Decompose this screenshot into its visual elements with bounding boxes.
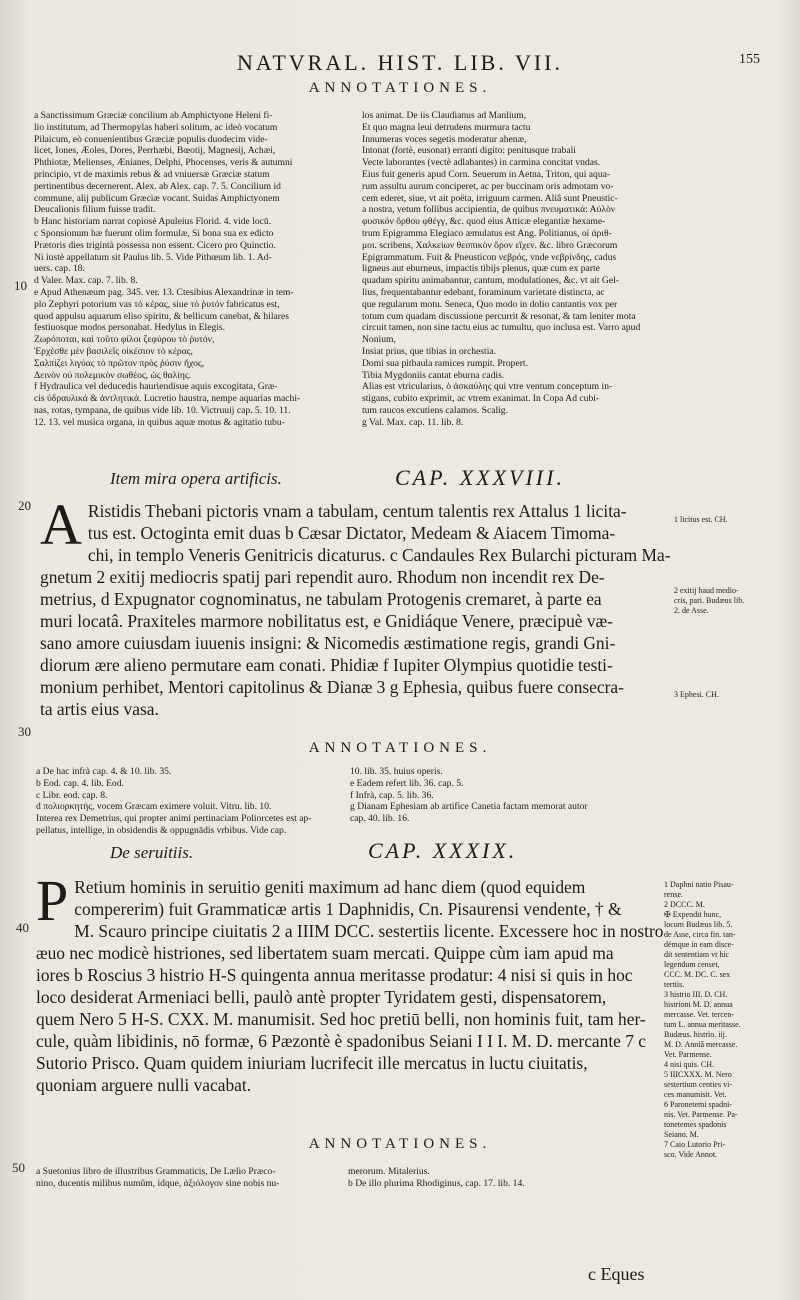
text-line: gnetum 2 exitij mediocris spatij pari rependit auro. Rhodum non incendit rex De- [40,567,605,587]
text-line: metrius, d Expugnator cognominatus, ne tabulam Protogenis cremaret, à parte ea [40,589,602,609]
line-number-10: 10 [14,278,27,293]
text-line: iores b Roscius 3 histrio H-S quingenta annua meritasse prodatur: 4 nisi si quis in hoc [36,965,633,985]
annotation-line: Ἐρχέσθε μὲν βασιλεῖς οἰκέσιον τὸ κέρας, [34,345,193,357]
side-note-line: démque in eam disce- [664,940,734,949]
annotations-heading-bottom: ANNOTATIONES. [308,1136,492,1152]
annotation-line: a Sanctissimum Græciæ concilium ab Amphictyone Heleni fi- [34,110,273,121]
annotation-line: licet, Iones, Æoles, Dores, Perrhæbi, Bœotij, Magnesij, Achæi, [34,145,276,157]
annotation-line: los animat. De iis Claudianus ad Manlium, [362,110,527,121]
annotations-heading-middle: ANNOTATIONES. [308,740,492,756]
annotation-line: b De illo plurima Rhodiginus, cap. 17. lib. 14. [348,1177,525,1189]
side-note-line: 3 histrio III. D. CH. [664,990,728,999]
annotation-line: Phthiotæ, Melienses, Ænianes, Delphi, Phocenses, veris & autumni [34,157,293,169]
annotations2-left-column [36,766,356,837]
text-line: ta artis eius vasa. [40,699,159,719]
annotation-line: Δεινὸν οὐ πολεμικὸν σωθέος, ὡς θαλίης. [34,369,192,381]
annotation-line: Ζωρόποται, καὶ τοῦτο φίλοι ζεφύρου τὸ ῥυτόν, [34,334,215,346]
annotation-line: cap. 40. lib. 16. [350,813,410,825]
annotation-line: a De hac infrà cap. 4. & 10. lib. 35. [36,766,172,777]
annotation-line: b Eod. cap. 4. lib. Eod. [36,777,124,789]
side-note-line: legendum censet, [664,960,720,969]
annotation-line: pellatus, intellige, in obsidendis & oppugnādis vrbibus. Vide cap. [36,824,287,836]
side-note-line: ✠ Expendit hunc, [664,910,722,919]
annotation-line: lio institutum, ad Thermopylas haberi solitum, ac ideò vocatum [34,121,278,133]
annotation-line: Σαλπίζει λιγύας τὸ πρῶτον πρὸς ῥύσιν ἤχος, [34,357,205,369]
side-note-line: rense. [664,890,683,899]
annotation-line: Pilaicum, eò conuenientibus Græciæ populis duodecim vide- [34,133,268,145]
section-title-2: De seruitiis. [110,843,194,862]
side-note-line: tonetemes spadonis [664,1120,727,1129]
annotation-line: Deucalionis filium fuisse tradit. [34,204,156,216]
side-note-line: ces manumisit. Vet. [664,1090,727,1099]
chapter-heading-39: CAP. XXXIX. [368,838,518,863]
annotation-line: f Infrà, cap. 5. lib. 36. [350,789,434,801]
annotation-line: φυσικόν ὄρθου φθέγγ, &c. quod eius Atticæ elegantiæ hexame- [362,216,606,228]
annotations-left-column [34,110,354,429]
annotation-line: c Sponsionum hæ fuerunt olim formulæ, Si bona sua ex edicto [34,227,274,239]
side-note-line: 7 Caio Lutorio Pri- [664,1140,726,1149]
annotation-line: cis ὑδραυλικά & ἀντλητικά. Lucretio haustra, nempe aquarias machi- [34,393,301,405]
annotation-line: Insiat prius, que tibias in orchestia. [362,345,497,357]
annotation-line: a nostra, vetum follibus accipientia, de quibus πνευματικά: Αὐλὸν [362,204,616,216]
text-line: tus est. Octoginta emit duas b Cæsar Dictator, Medeam & Aiacem Timoma- [87,523,616,543]
text-line: quem Nero 5 H-S. CXX. M. manumisit. Sed hoc pretiū belli, non hominis fuit, tam her- [36,1009,646,1029]
annotations-heading-top: ANNOTATIONES. [308,80,492,96]
annotation-line: quod appulsu aquarum eliso spiritu, & bellicum canebat, & hilares [34,310,289,322]
annotation-line: trum Epigramma Elegiaco æmulatus est Ang. Politianus, οἱ ἀριθ- [362,227,612,239]
annotation-line: 12. 13. vel musica organa, in quibus aquæ motus & agitatio tubu- [34,416,285,428]
annotation-line: circuit tamen, non sine tactu eius ac tumultu, quo inclusa est. Varro apud [362,322,641,334]
annotation-line: uers. cap. 18. [34,263,85,275]
annotation-line: Nonium, [362,334,396,346]
text-line: Ristidis Thebani pictoris vnam a tabulam, centum talentis rex Attalus 1 licita- [87,501,627,521]
side-note-line: CCC. M. DC. C. sex [664,970,731,979]
page-header [0,50,800,80]
text-line: M. Scauro principe ciuitatis 2 a IIIM DCC. sestertiis licente. Excessere hoc in nostro [74,921,664,941]
side-notes-chapter-39 [664,880,794,1160]
annotation-line: pertinentibus decernerent. Alex. ab Alex. cap. 7. 5. Concilium id [34,180,281,192]
annotation-line: cem ederet, siue, vt ait poëta, irriguum carmen. Aliâ sunt Pneustic- [362,192,618,204]
annotation-line: 10. lib. 35. huius operis. [350,766,443,777]
text-line: loco desiderat Armeniaci belli, paulò antè propter Tyridatem gesti, dispensatorem, [36,987,607,1007]
drop-cap-p: P [36,868,69,933]
catchword: c Eques [588,1264,645,1284]
annotation-line: commune, alij publicum Græciæ vocant. Suidas Amphictyonem [34,192,280,204]
page-number: 155 [739,52,760,67]
text-line: Retium hominis in seruitio geniti maximum ad hanc diem (quod equidem [74,877,586,897]
annotation-line: μοι. scribens, Χαλκείων θεσπικὸν ὄρον εἴχεν. &c. libro Græcorum [362,239,618,251]
annotation-line: Prætoris dies trigintà possessa non essent. Cicero pro Quinctio. [34,239,276,251]
annotation-line: Tibia Mygdoniis cantat eburna cadis. [362,369,505,381]
annotation-line: g Val. Max. cap. 11. lib. 8. [362,416,464,428]
side-note-line: 2 DCCC. M. [664,900,705,909]
side-note-1: 1 licitus est. CH. [674,515,728,524]
annotation-line: Intonat (fortè, eusonat) erranti digito: penitusque trabali [362,145,576,157]
annotation-line: Innumeras voces segetis moderatur ahenæ, [362,133,527,145]
text-line: compererim) fuit Grammaticæ artis 1 Daphnidis, Cn. Pisaurensi vendente, † & [74,899,622,919]
text-line: æuo nec modicè histriones, sed libertatem suam mercati. Quippe cùm iam apud ma [36,943,614,963]
side-note-line: locum Budæus lib. 5. [664,920,733,929]
annotation-line: principio, vt de maximis rebus & ad vniuersæ Græciæ statum [34,168,270,180]
annotation-line: stigans, cubito exprimit, ac vtrem exanimat. In Copa Ad cubi- [362,393,600,405]
annotation-line: ligneus aut eburneus, impactis tibijs plenus, quæ cum ex parte [362,263,600,275]
text-line: Sutorio Prisco. Quam quidem iniuriam lucrifecit ille mercatus in luctu ciuitatis, [36,1053,588,1073]
side-note-line: Vet. Parmense. [664,1050,712,1059]
annotations3-left-column [36,1166,351,1190]
annotation-line: Et quo magna leui detrudens murmura tactu [362,121,531,133]
side-note-line: sestertium centies vi- [664,1080,732,1089]
line-number-20: 20 [18,498,31,513]
side-note-line: histrioni M. D. annua [664,1000,733,1009]
chapter-39-text [36,868,664,1096]
line-number-30: 30 [18,724,31,739]
side-note-line: tertiis. [664,980,685,989]
annotation-line: c Libr. eod. cap. 8. [36,789,108,801]
annotation-line: b Hanc historiam narrat copiosè Apuleius Florid. 4. vide locū. [34,216,272,228]
section-title-1: Item mira opera artificis. [110,469,282,488]
annotation-line: Domi sua pitbaula ramices rumpit. Propert. [362,357,528,369]
annotations-right-column [362,110,667,429]
text-line: cule, quàm libidinis, nō formæ, 6 Pæzontè è spadonibus Seiani I I I. M. D. mercante 7 c [36,1031,647,1051]
annotation-line: festiuosque modos personabat. Hedylus in Elegis. [34,322,226,334]
side-note-line: mercasse. Vet. tercen- [664,1010,735,1019]
annotation-line: d Valer. Max. cap. 7. lib. 8. [34,275,138,287]
annotation-line: f Hydraulica vel deducedis hauriendisue aquis excogitata, Græ- [34,381,278,393]
annotation-line: Epigrammatum. Fuit & Pneusticon νεβρός, vnde νεβρίνδης, cadus [362,251,617,263]
side-note-line: 4 nisi quis. CH. [664,1060,715,1069]
text-line: chi, in templo Veneris Genitricis dicaturus. c Candaules Rex Bularchi picturam Ma- [87,545,671,565]
annotation-line: e Apud Athenæum pag. 345. ver. 13. Ctesibius Alexandrinæ in tem- [34,286,294,298]
annotations2-right-column [350,766,670,825]
text-line: sano amore cuiusdam iuuenis insigni: & Nicomedis æstimatione regis, grandi Gni- [40,633,616,653]
annotation-line: tum raucos excutiens calamos. Scalig. [362,404,508,416]
side-note-line: sco. Vide Annot. [664,1150,718,1159]
side-note-line: 1 Daphni natio Pisau- [664,880,734,889]
annotation-line: d πολιορκητής, vocem Græcam eximere voluit. Vitru. lib. 10. [36,801,272,813]
annotation-line: a Suetonius libro de illustribus Grammaticis, De Lælio Præco- [36,1166,276,1177]
drop-cap-a: A [40,492,82,557]
annotation-line: Eius fuit generis apud Corn. Seuerum in Aetna, Triton, qui aqua- [362,168,611,180]
side-note-line: 5 IIICXXX. M. Nero [664,1070,732,1079]
annotation-line: e Eadem refert lib. 36. cap. 5. [350,777,464,789]
line-number-40: 40 [16,920,29,935]
side-note-line: 6 Paronetemi spadni- [664,1100,732,1109]
side-note-3: 3 Ephesi. CH. [674,690,719,699]
text-line: quoniam arguere nulli vacabat. [36,1075,252,1095]
annotation-line: Interea rex Demetrius, qui propter animi pertinaciam Poliorcetes est ap- [36,813,312,825]
side-note-line: nis. Vet. Parmense. Pa- [664,1110,738,1119]
line-number-50: 50 [12,1160,25,1175]
annotation-line: totum cum quadam discussione percurrit & resonat, & tam leniter mota [362,310,636,322]
chapter-heading-38: CAP. XXXVIII. [395,465,565,490]
side-note-line: de Asse, circa fin. tan- [664,930,736,939]
annotation-line: plo Zephyri potorium vas τὸ κέρας, siue τὸ ῥυτόν fabricatus est, [34,298,280,310]
running-title: NATVRAL. HIST. LIB. VII. [237,50,563,75]
side-note-line: Budæus. histrio. iij. [664,1030,727,1039]
annotation-line: merorum. Mitalerius. [348,1166,430,1177]
side-note-2: 2 exitij haud medio- cris, pari. Budæus lib. 2. de Asse. [674,586,745,615]
annotation-line: lius, frequentabantur edebant, foraminum varietate distincta, ac [362,286,605,298]
side-note-line: Seiano. M. [664,1130,699,1139]
annotation-line: rum assultu aurum conciperet, ac per buccinam oris admotam vo- [362,180,614,192]
annotation-line: Vecte laborantes (vectè adlabantes) in carmina concitat vndas. [362,157,601,169]
annotation-line: Alias est vtricularius, ὁ ἀσκαύλης qui vtre ventum conceptum in- [362,381,613,393]
text-line: muri locatâ. Praxiteles marmore nobilitatus est, e Gnidiáque Venere, præcipuè væ- [40,611,613,631]
side-note-line: tum L. annua meritasse. [664,1020,741,1029]
annotation-line: que regularum motu. Seneca, Quo modo in dolio cantantis vox per [362,298,618,310]
annotations3-right-column [348,1166,668,1190]
side-note-line: dit sententiam vt hic [664,950,730,959]
annotation-line: Ni iustè appellatum sit Paulus lib. 5. Vide Pithœum lib. 1. Ad- [34,251,272,263]
text-line: diorum ære alieno permutare eam conati. Phidiæ f Iupiter Olympius quotidie testi- [40,655,613,675]
annotation-line: nino, ducentis milibus numûm, idque, ἀξιόλογον sine nobis nu- [36,1177,280,1189]
side-note-line: M. D. Anniā mercasse. [664,1040,738,1049]
chapter-38-text [40,492,671,720]
annotation-line: quadam spiritu animabantur, cantum, modulationes, &c. vt ait Gel- [362,275,619,287]
text-line: monium perhibet, Mentori capitolinus & Dianæ 3 g Ephesia, quibus fuere consecra- [40,677,624,697]
annotation-line: g Dianam Ephesiam ab artifice Canetia factam memorat autor [350,801,588,813]
annotation-line: nas, rotas, tympana, de quibus vide lib. 10. Victruuij cap. 5. 10. 11. [34,404,291,416]
